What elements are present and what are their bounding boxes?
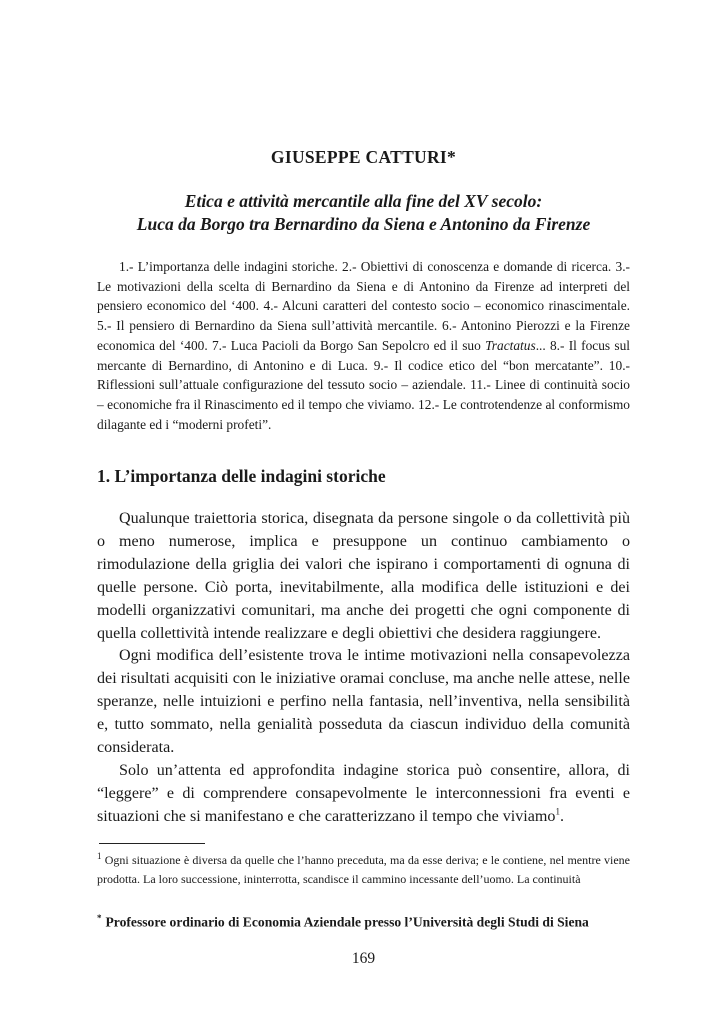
author-name: GIUSEPPE CATTURI* — [270, 147, 457, 167]
section-heading: 1. L’importanza delle indagini storiche — [97, 466, 386, 486]
footnote-reference: 1 — [555, 806, 560, 817]
footnote-text: Ogni situazione è diversa da quelle che l’hanno preceduta, ma da esse deriva; e le contiene, nel mentre viene prodotta. La loro successione, ininterrotta, scandisce il cammino incessante dell’uomo. La continuità — [97, 853, 631, 886]
affiliation-marker: * — [97, 913, 102, 923]
page-number: 169 — [351, 950, 376, 967]
footnote-number: 1 — [97, 851, 102, 861]
summary-italic-term: Tractatus — [485, 337, 536, 353]
paragraph-with-footnote: Solo un’attenta ed approfondita indagine storica può consentire, allora, di “leggere” e di comprendere consapevolmente le interconnessioni fra eventi e situazioni che si manifestano e che caratterizzano il tempo che viviamo$^1$. — [97, 761, 630, 825]
article-title — [97, 190, 630, 236]
title-line-2: Luca da Borgo tra Bernardino da Siena e Antonino da Firenze — [136, 214, 591, 234]
paragraph: Ogni modifica dell’esistente trova le intime motivazioni nella consapevolezza dei risultati acquisiti con le iniziative oramai concluse, ma anche nelle attese, nelle speranze, nelle intuizioni e perfino nella fantasia, nell’inventiva, nella sensibilità e, tutto sommato, nella genialità posseduta da ciascun individuo della comunità considerata. — [97, 647, 630, 757]
body-text — [97, 508, 630, 829]
footnote — [97, 851, 630, 889]
affiliation-text: Professore ordinario di Economia Aziendale presso l’Università degli Studi di Siena — [105, 914, 589, 930]
table-of-contents-summary — [97, 257, 630, 434]
footnote-separator — [99, 843, 205, 844]
summary-text-start: 1.- L’importanza delle indagini storiche. 2.- Obiettivi di conoscenza e domande di ricerca. 3.- Le motivazioni della scelta di Bernardino da Siena e di Antonino da Firenze ad interpreti del pensiero economico del ‘400. 4.- Alcuni caratteri del contesto socio – economico rinascimentale. 5.- Il pensiero di Bernardino da Siena sull’attività mercantile. 6.- Antonino Pierozzi e la Firenze economica del ‘400. 7.- Luca Pacioli da Borgo San Sepolcro ed il suo — [97, 259, 630, 353]
title-line-1: Etica e attività mercantile alla fine del XV secolo: — [184, 191, 543, 211]
page — [97, 0, 630, 1024]
paragraph: Qualunque traiettoria storica, disegnata da persone singole o da collettività più o meno numerose, implica e presuppone un continuo cambiamento o rimodulazione della griglia dei valori che ispirano i comportamenti di ognuna di quelle persone. Ciò porta, inevitabilmente, alla modifica delle istituzioni e dei modelli organizzativi comunitari, ma anche dei progetti che ogni componente di quella collettività intende realizzare e degli obiettivi che desidera raggiungere. — [97, 510, 630, 642]
paragraph-text: Solo un’attenta ed approfondita indagine storica può consentire, allora, di “leggere” e di comprendere consapevolmente le interconnessioni fra eventi e situazioni che si manifestano e che caratterizzano il tempo che viviamo — [97, 761, 630, 825]
summary-text-end: ... 8.- Il focus sul mercante di Bernardino, di Antonino e di Luca. 9.- Il codice etico del “bon mercatante”. 10.- Riflessioni sull’attuale configurazione del tessuto socio – aziendale. 11.- Linee di continuità socio – economiche fra il Rinascimento ed il tempo che viviamo. 12.- Le controtendenze al conformismo dilagante ed i “moderni profeti”. — [97, 337, 631, 432]
author-affiliation — [97, 913, 630, 931]
